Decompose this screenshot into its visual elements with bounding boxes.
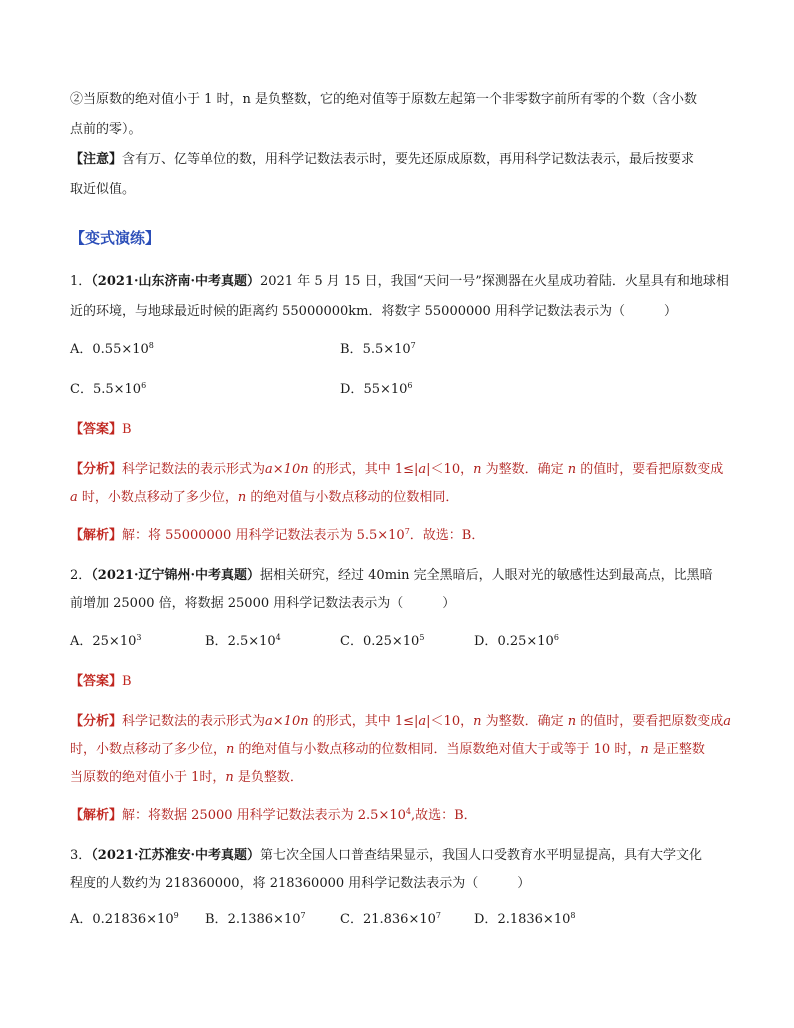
q1-source: （2021·山东济南·中考真题） xyxy=(91,274,261,289)
q3-option-d: D．$2.1836\times 10^8$ xyxy=(474,911,576,927)
q2-analysis-line3: 当原数的绝对值小于 1时，n 是负整数． xyxy=(70,770,303,785)
note-line2: 取近似值。 xyxy=(70,182,136,197)
q1-line1: 1．（2021·山东济南·中考真题）2021 年 5 月 15 日，我国“天问一号”探测器在火星成功着陆．火星具有和地球相 xyxy=(70,274,729,289)
q1-option-b: B．$5.5\times 10^7$ xyxy=(340,341,416,357)
q2-line1: 2．（2021·辽宁锦州·中考真题）据相关研究，经过 40min 完全黑暗后，人眼对光的敏感性达到最高点，比黑暗 xyxy=(70,568,713,583)
q1-analysis-line2: a 时，小数点移动了多少位，n 的绝对值与小数点移动的位数相同． xyxy=(70,490,459,505)
q1-analysis-line1: 【分析】科学记数法的表示形式为a×10n 的形式，其中 1≤|a|＜10，n 为整数．确定 n 的值时，要看把原数变成 xyxy=(70,462,724,477)
q1-option-d: D．$55\times 10^6$ xyxy=(340,381,413,397)
q1-option-c: C．$5.5\times 10^6$ xyxy=(70,381,147,397)
q2-source: （2021·辽宁锦州·中考真题） xyxy=(91,568,261,583)
q2-option-b: B．$2.5\times 10^4$ xyxy=(205,633,281,649)
q1-line2: 近的环境，与地球最近时候的距离约 55000000km．将数字 55000000 用科学记数法表示为（ ） xyxy=(70,304,677,319)
q3-option-a: A．$0.21836\times 10^9$ xyxy=(70,911,179,927)
q3-option-c: C．$21.836\times 10^7$ xyxy=(340,911,441,927)
q3-option-b: B．$2.1386\times 10^7$ xyxy=(205,911,306,927)
rule2-line1: ②当原数的绝对值小于 1 时，n 是负整数，它的绝对值等于原数左起第一个非零数字前所有零的个数（含小数 xyxy=(70,92,698,107)
q2-option-c: C．$0.25\times 10^5$ xyxy=(340,633,425,649)
note-tag: 【注意】 xyxy=(70,152,123,167)
q2-answer: 【答案】B xyxy=(70,674,132,689)
q3-line2: 程度的人数约为 218360000，将 218360000 用科学记数法表示为（ ） xyxy=(70,876,531,891)
q1-answer: 【答案】B xyxy=(70,422,132,437)
q3-line1: 3．（2021·江苏淮安·中考真题）第七次全国人口普查结果显示，我国人口受教育水平明显提高，具有大学文化 xyxy=(70,848,703,863)
q3-source: （2021·江苏淮安·中考真题） xyxy=(91,848,261,863)
q1-solution: 【解析】解：将 55000000 用科学记数法表示为 $5.5\times 10^7$．故选：B． xyxy=(70,527,485,543)
q2-solution: 【解析】解：将数据 25000 用科学记数法表示为 $2.5\times 10^4$,故选：B． xyxy=(70,807,477,823)
note-line1: 【注意】含有万、亿等单位的数，用科学记数法表示时，要先还原成原数，再用科学记数法表示，最后按要求 xyxy=(70,152,695,167)
q2-option-d: D．$0.25\times 10^6$ xyxy=(474,633,559,649)
q2-option-a: A．$25\times 10^3$ xyxy=(70,633,142,649)
q2-analysis-line2: 时，小数点移动了多少位，n 的绝对值与小数点移动的位数相同．当原数绝对值大于或等于 10 时，n 是正整数 xyxy=(70,742,705,757)
q1-option-a: A．$0.55\times 10^8$ xyxy=(70,341,154,357)
q2-line2: 前增加 25000 倍，将数据 25000 用科学记数法表示为（ ） xyxy=(70,596,456,611)
rule2-line2: 点前的零）。 xyxy=(70,122,142,137)
q2-analysis-line1: 【分析】科学记数法的表示形式为a×10n 的形式，其中 1≤|a|＜10，n 为整数．确定 n 的值时，要看把原数变成a xyxy=(70,714,732,729)
section-title: 【变式演练】 xyxy=(70,229,161,247)
